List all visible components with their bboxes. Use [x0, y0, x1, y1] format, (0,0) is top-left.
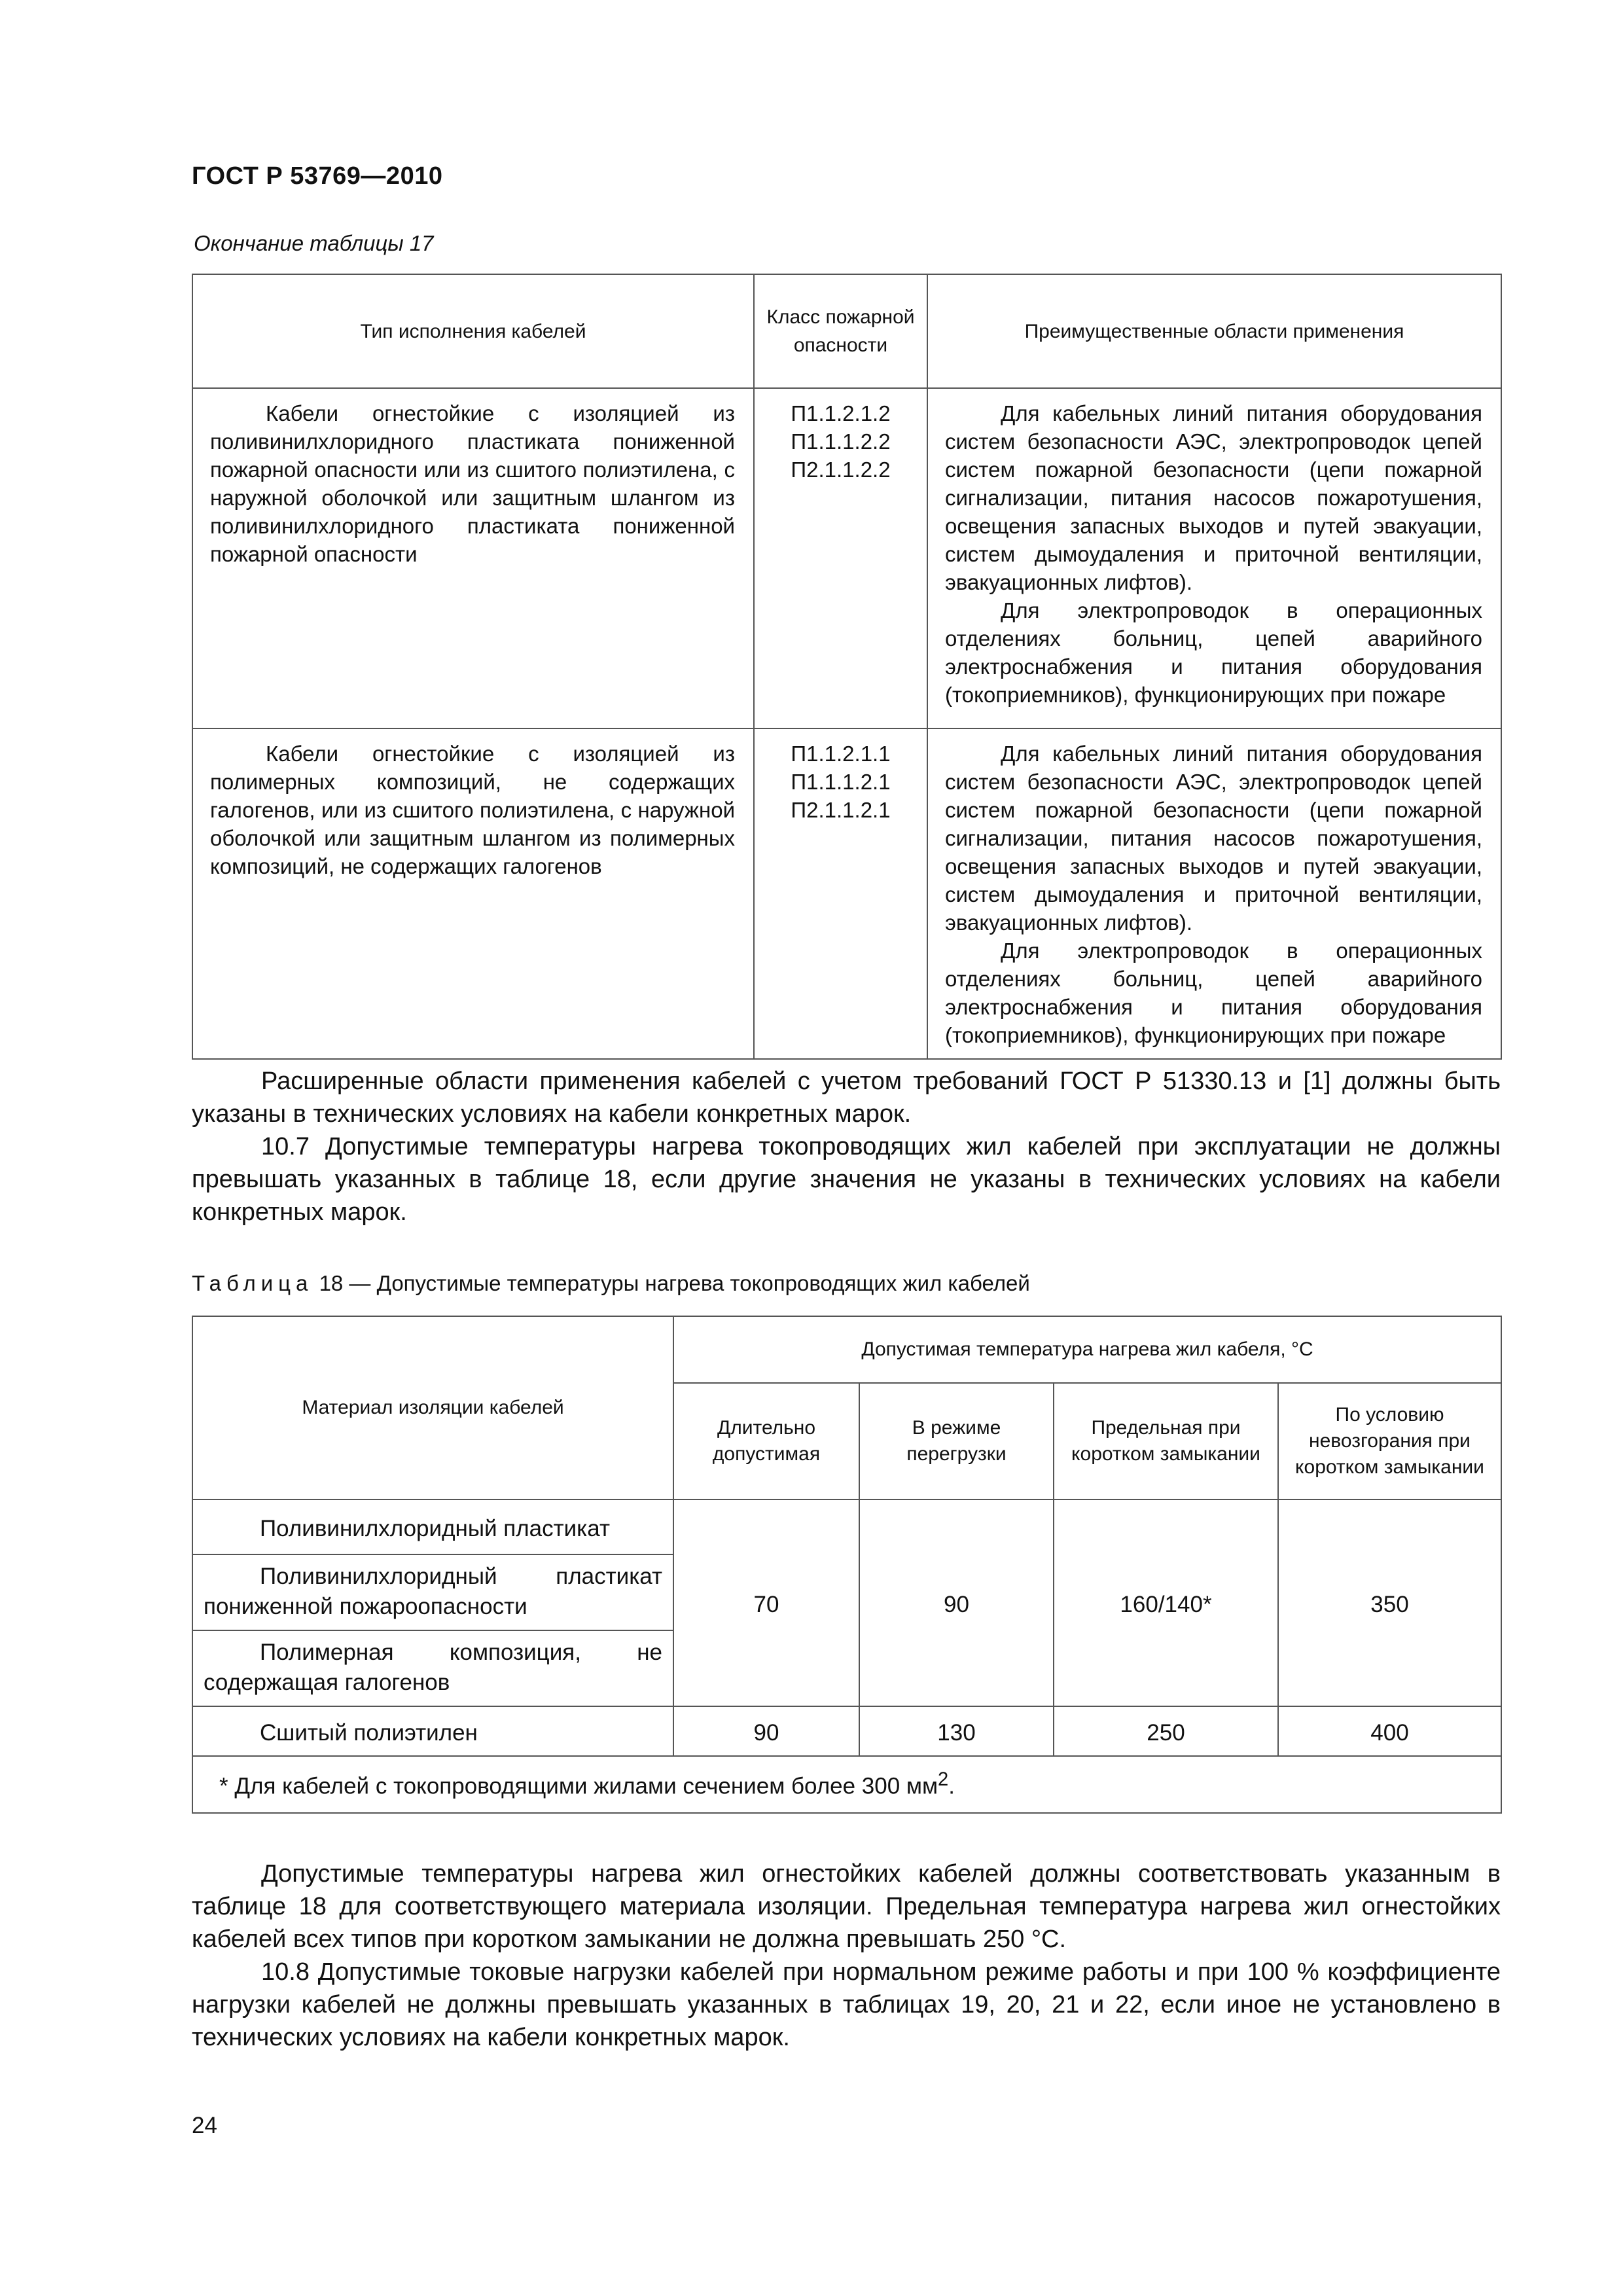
value-continuous: 90 [673, 1706, 859, 1756]
value-non-ignition: 350 [1278, 1499, 1501, 1706]
paragraph-10-8: 10.8 Допустимые токовые нагрузки кабелей при нормальном режиме работы и при 100 % коэффициенте нагрузки кабелей не должны превышать указанных в таблицах 19, 20, 21 и 22, если иное не установлено в технических условиях на кабели конкретных марок. [192, 1958, 1501, 2051]
application-paragraph: Для электропроводок в операционных отделениях больниц, цепей аварийного электроснабжения и питания оборудования (токоприемников), функционирующих при пожаре [945, 939, 1482, 1047]
table-row [192, 388, 1501, 728]
table-17-header-row [192, 274, 1501, 388]
application-paragraph: Для электропроводок в операционных отделениях больниц, цепей аварийного электроснабжения и питания оборудования (токоприемников), функционирующих при пожаре [945, 598, 1482, 707]
fire-class-code: П1.1.1.2.1 [791, 770, 891, 794]
body-text-block-1 [192, 1065, 1501, 1229]
table-17 [192, 274, 1502, 1060]
table-row [192, 1499, 1501, 1554]
table-title: 18 — Допустимые температуры нагрева токопроводящих жил кабелей [319, 1271, 1030, 1295]
application-cell [927, 728, 1501, 1059]
table-row [192, 1706, 1501, 1756]
table-row [192, 728, 1501, 1059]
material-cell: Сшитый полиэтилен [192, 1706, 673, 1756]
fire-class-code: П1.1.1.2.2 [791, 429, 891, 454]
fire-class-cell [754, 388, 927, 728]
application-paragraph: Для кабельных линий питания оборудования систем безопасности АЭС, электропроводок цепей систем пожарной безопасности (цепи пожарной сигнализации, питания насосов пожаротушения, освещения запасных выходов и путей эвакуации, систем дымоудаления и приточной вентиляции, эвакуационных лифтов). [945, 742, 1482, 935]
cable-type-cell: Кабели огнестойкие с изоляцией из полимерных композиций, не содержащих галогенов, или из сшитого полиэтилена, с наружной оболочкой или защитным шлангом из полимерных композиций, не содержащих галогенов [192, 728, 754, 1059]
column-header-fire-class: Класс пожарной опасности [754, 274, 927, 388]
table-17-caption: Окончание таблицы 17 [194, 231, 434, 255]
table-footnote [192, 1756, 1501, 1813]
material-cell: Полимерная композиция, не содержащая галогенов [192, 1630, 673, 1706]
footnote-text: * Для кабелей с токопроводящими жилами сечением более 300 мм [219, 1773, 938, 1799]
column-header-overload: В режиме перегрузки [859, 1383, 1054, 1499]
application-paragraph: Для кабельных линий питания оборудования систем безопасности АЭС, электропроводок цепей систем пожарной безопасности (цепи пожарной сигнализации, питания насосов пожаротушения, освещения запасных выходов и путей эвакуации, систем дымоудаления и приточной вентиляции, эвакуационных лифтов). [945, 401, 1482, 594]
cable-type-cell: Кабели огнестойкие с изоляцией из поливинилхлоридного пластиката пониженной пожарной опасности или из сшитого полиэтилена, с наружной оболочкой или защитным шлангом из поливинилхлоридного пластиката пониженной пожарной опасности [192, 388, 754, 728]
footnote-period: . [948, 1773, 955, 1799]
column-header-continuous: Длительно допустимая [673, 1383, 859, 1499]
fire-class-cell [754, 728, 927, 1059]
value-short-circuit: 160/140* [1054, 1499, 1278, 1706]
material-cell: Поливинилхлоридный пластикат пониженной пожароопасности [192, 1554, 673, 1630]
table-18-caption [192, 1271, 1030, 1296]
fire-class-code: П2.1.1.2.2 [791, 457, 891, 482]
column-header-non-ignition: По условию невозгорания при коротком замыкании [1278, 1383, 1501, 1499]
footnote-superscript: 2 [938, 1769, 949, 1790]
value-continuous: 70 [673, 1499, 859, 1706]
fire-class-code: П1.1.2.1.2 [791, 401, 891, 425]
paragraph-fireproof-temperatures: Допустимые температуры нагрева жил огнестойких кабелей должны соответствовать указанным в таблице 18 для соответствующего материала изоляции. Предельная температура нагрева жил огнестойких кабелей всех типов при коротком замыкании не должна превышать 250 °С. [192, 1860, 1501, 1953]
value-overload: 130 [859, 1706, 1054, 1756]
column-header-cable-type: Тип исполнения кабелей [192, 274, 754, 388]
page-number: 24 [192, 2113, 217, 2138]
paragraph-10-7: 10.7 Допустимые температуры нагрева токопроводящих жил кабелей при эксплуатации не должны превышать указанных в таблице 18, если другие значения не указаны в технических условиях на кабели конкретных марок. [192, 1133, 1501, 1226]
fire-class-code: П2.1.1.2.1 [791, 798, 891, 822]
column-header-application: Преимущественные области применения [927, 274, 1501, 388]
table-label: Таблица [192, 1271, 313, 1295]
application-cell [927, 388, 1501, 728]
paragraph-extended-applications: Расширенные области применения кабелей с учетом требований ГОСТ Р 51330.13 и [1] должны быть указаны в технических условиях на кабели конкретных марок. [192, 1067, 1501, 1128]
table-18-header-row [192, 1316, 1501, 1383]
table-footnote-row [192, 1756, 1501, 1813]
column-header-short-circuit: Предельная при коротком замыкании [1054, 1383, 1278, 1499]
body-text-block-2 [192, 1857, 1501, 2054]
column-group-header-temperature: Допустимая температура нагрева жил кабеля, °С [673, 1316, 1501, 1383]
column-header-material: Материал изоляции кабелей [192, 1316, 673, 1499]
fire-class-code: П1.1.2.1.1 [791, 742, 891, 766]
document-header: ГОСТ Р 53769—2010 [192, 162, 443, 190]
table-18 [192, 1316, 1502, 1814]
value-overload: 90 [859, 1499, 1054, 1706]
material-cell: Поливинилхлоридный пластикат [192, 1499, 673, 1554]
value-non-ignition: 400 [1278, 1706, 1501, 1756]
value-short-circuit: 250 [1054, 1706, 1278, 1756]
